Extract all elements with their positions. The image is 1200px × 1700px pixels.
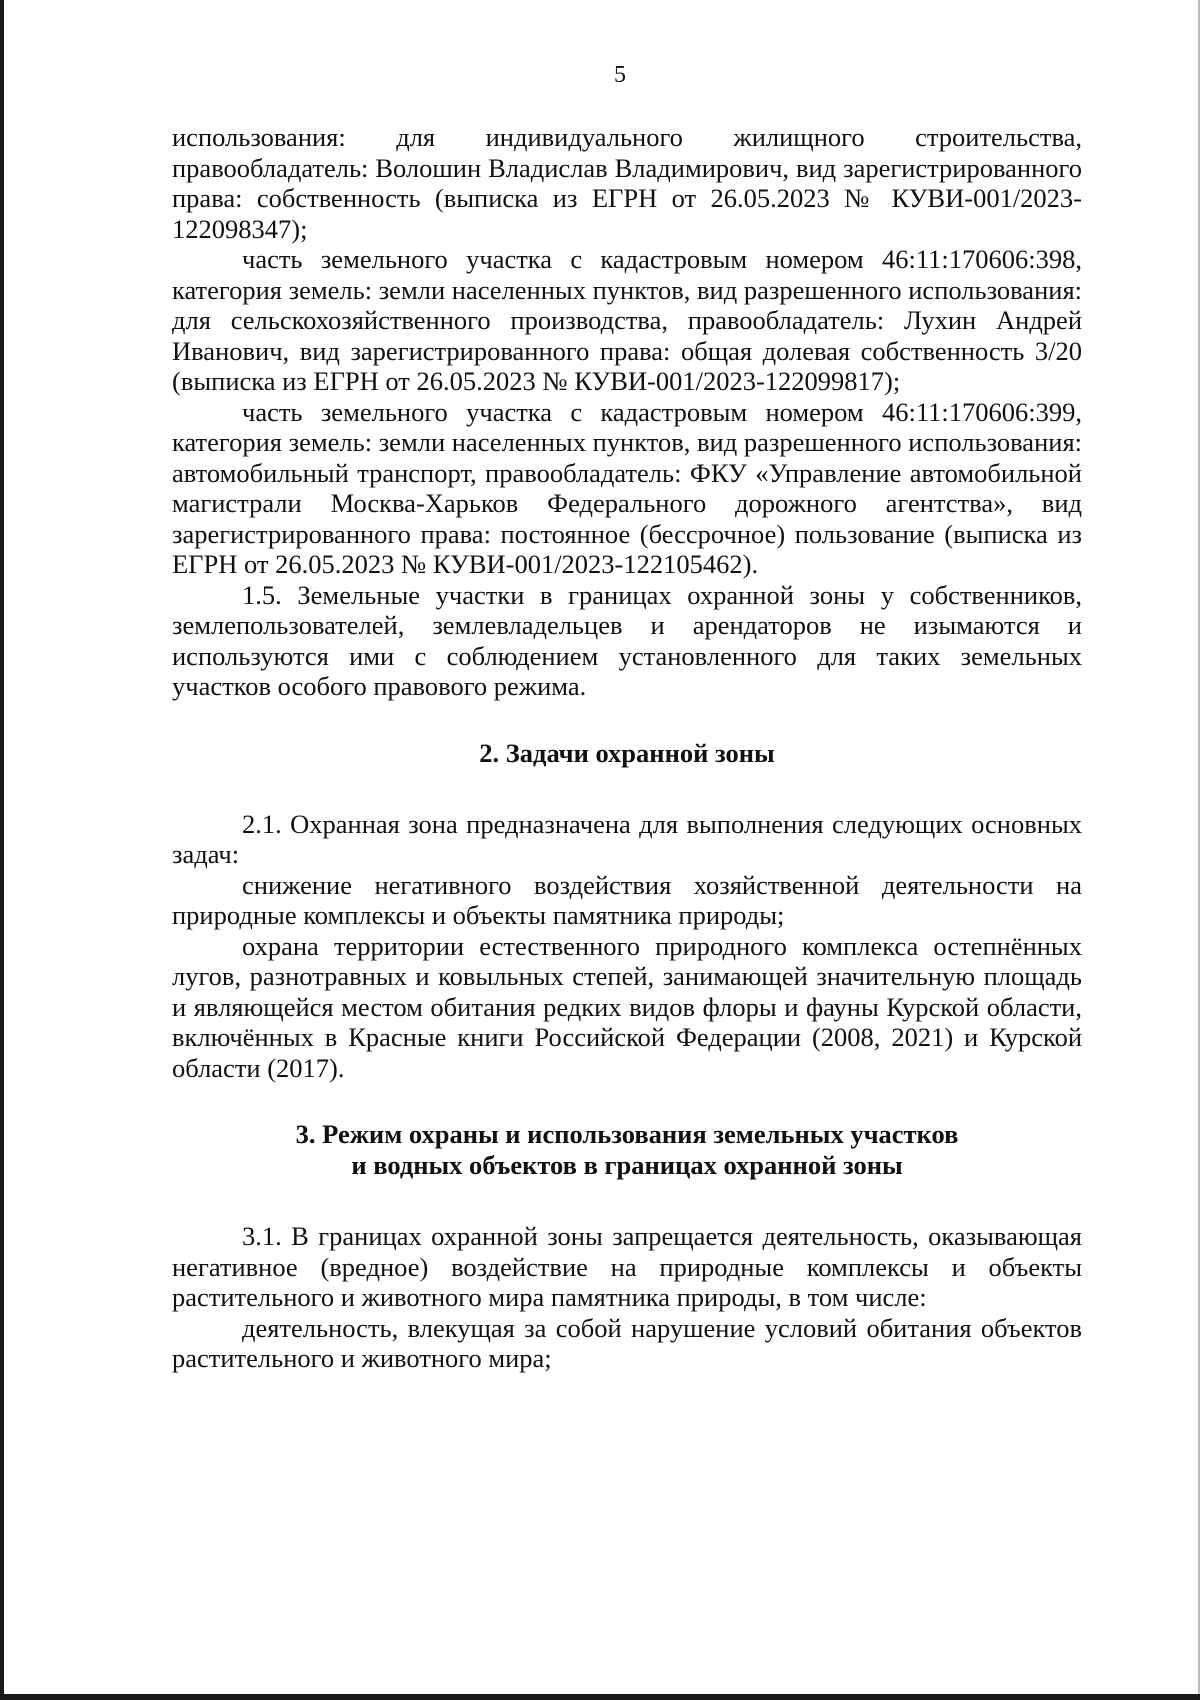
scan-edge-bottom — [0, 1694, 1200, 1700]
section-2-title-text: 2. Задачи охранной зоны — [479, 737, 775, 768]
paragraph-1-5: 1.5. Земельные участки в границах охранной зоны у собственников, землепользователей, землевладельцев и арендаторов не изымаются и используются ими с соблюдением установленного для таких земельных участков особого правового режима. — [172, 579, 1082, 701]
paragraph-prohibited-habitat: деятельность, влекущая за собой нарушение условий обитания объектов растительного и животного мира; — [172, 1312, 1082, 1373]
section-3-title — [172, 1119, 1082, 1181]
section-2-title — [172, 738, 1082, 769]
section-3-title-line-2: и водных объектов в границах охранной зоны — [351, 1150, 903, 1180]
paragraph-parcel-398: часть земельного участка с кадастровым номером 46:11:170606:398, категория земель: земли населенных пунктов, вид разрешенного использования: для сельскохозяйственного производства, правообладатель: Лухин Андрей Иванович, вид зарегистрированного права: общая долевая собственность 3/20 (выписка из ЕГРН от 26.05.2023 № КУВИ-001/2023-122099817); — [172, 244, 1082, 396]
scan-edge-left — [0, 0, 4, 1700]
paragraph-3-1: 3.1. В границах охранной зоны запрещается деятельность, оказывающая негативное (вредное) воздействие на природные комплексы и объекты растительного и животного мира памятника природы, в том числе: — [172, 1221, 1082, 1312]
paragraph-owner-voloshin: использования: для индивидуального жилищного строительства, правообладатель: Волошин Владислав Владимирович, вид зарегистрированного права: собственность (выписка из ЕГРН от 26.05.2023 № КУВИ-001/2023-122098347); — [172, 122, 1082, 244]
page-number: 5 — [614, 62, 626, 88]
paragraph-task-protection: охрана территории естественного природного комплекса остепнённых лугов, разнотравных и ковыльных степей, занимающей значительную площадь и являющейся местом обитания редких видов флоры и фауны Курской области, включённых в Красные книги Российской Федерации (2008, 2021) и Курской области (2017). — [172, 930, 1082, 1083]
document-body — [172, 122, 1082, 1374]
section-3-title-line-1: 3. Режим охраны и использования земельных участков — [295, 1119, 959, 1149]
paragraph-parcel-399: часть земельного участка с кадастровым номером 46:11:170606:399, категория земель: земли населенных пунктов, вид разрешенного использования: автомобильный транспорт, правообладатель: ФКУ «Управление автомобильной магистрали Москва-Харьков Федерального дорожного агентства», вид зарегистрированного права: постоянное (бессрочное) пользование (выписка из ЕГРН от 26.05.2023 № КУВИ-001/2023-122105462). — [172, 396, 1082, 579]
paragraph-task-reduction: снижение негативного воздействия хозяйственной деятельности на природные комплексы и объекты памятника природы; — [172, 869, 1082, 930]
paragraph-2-1: 2.1. Охранная зона предназначена для выполнения следующих основных задач: — [172, 808, 1082, 869]
